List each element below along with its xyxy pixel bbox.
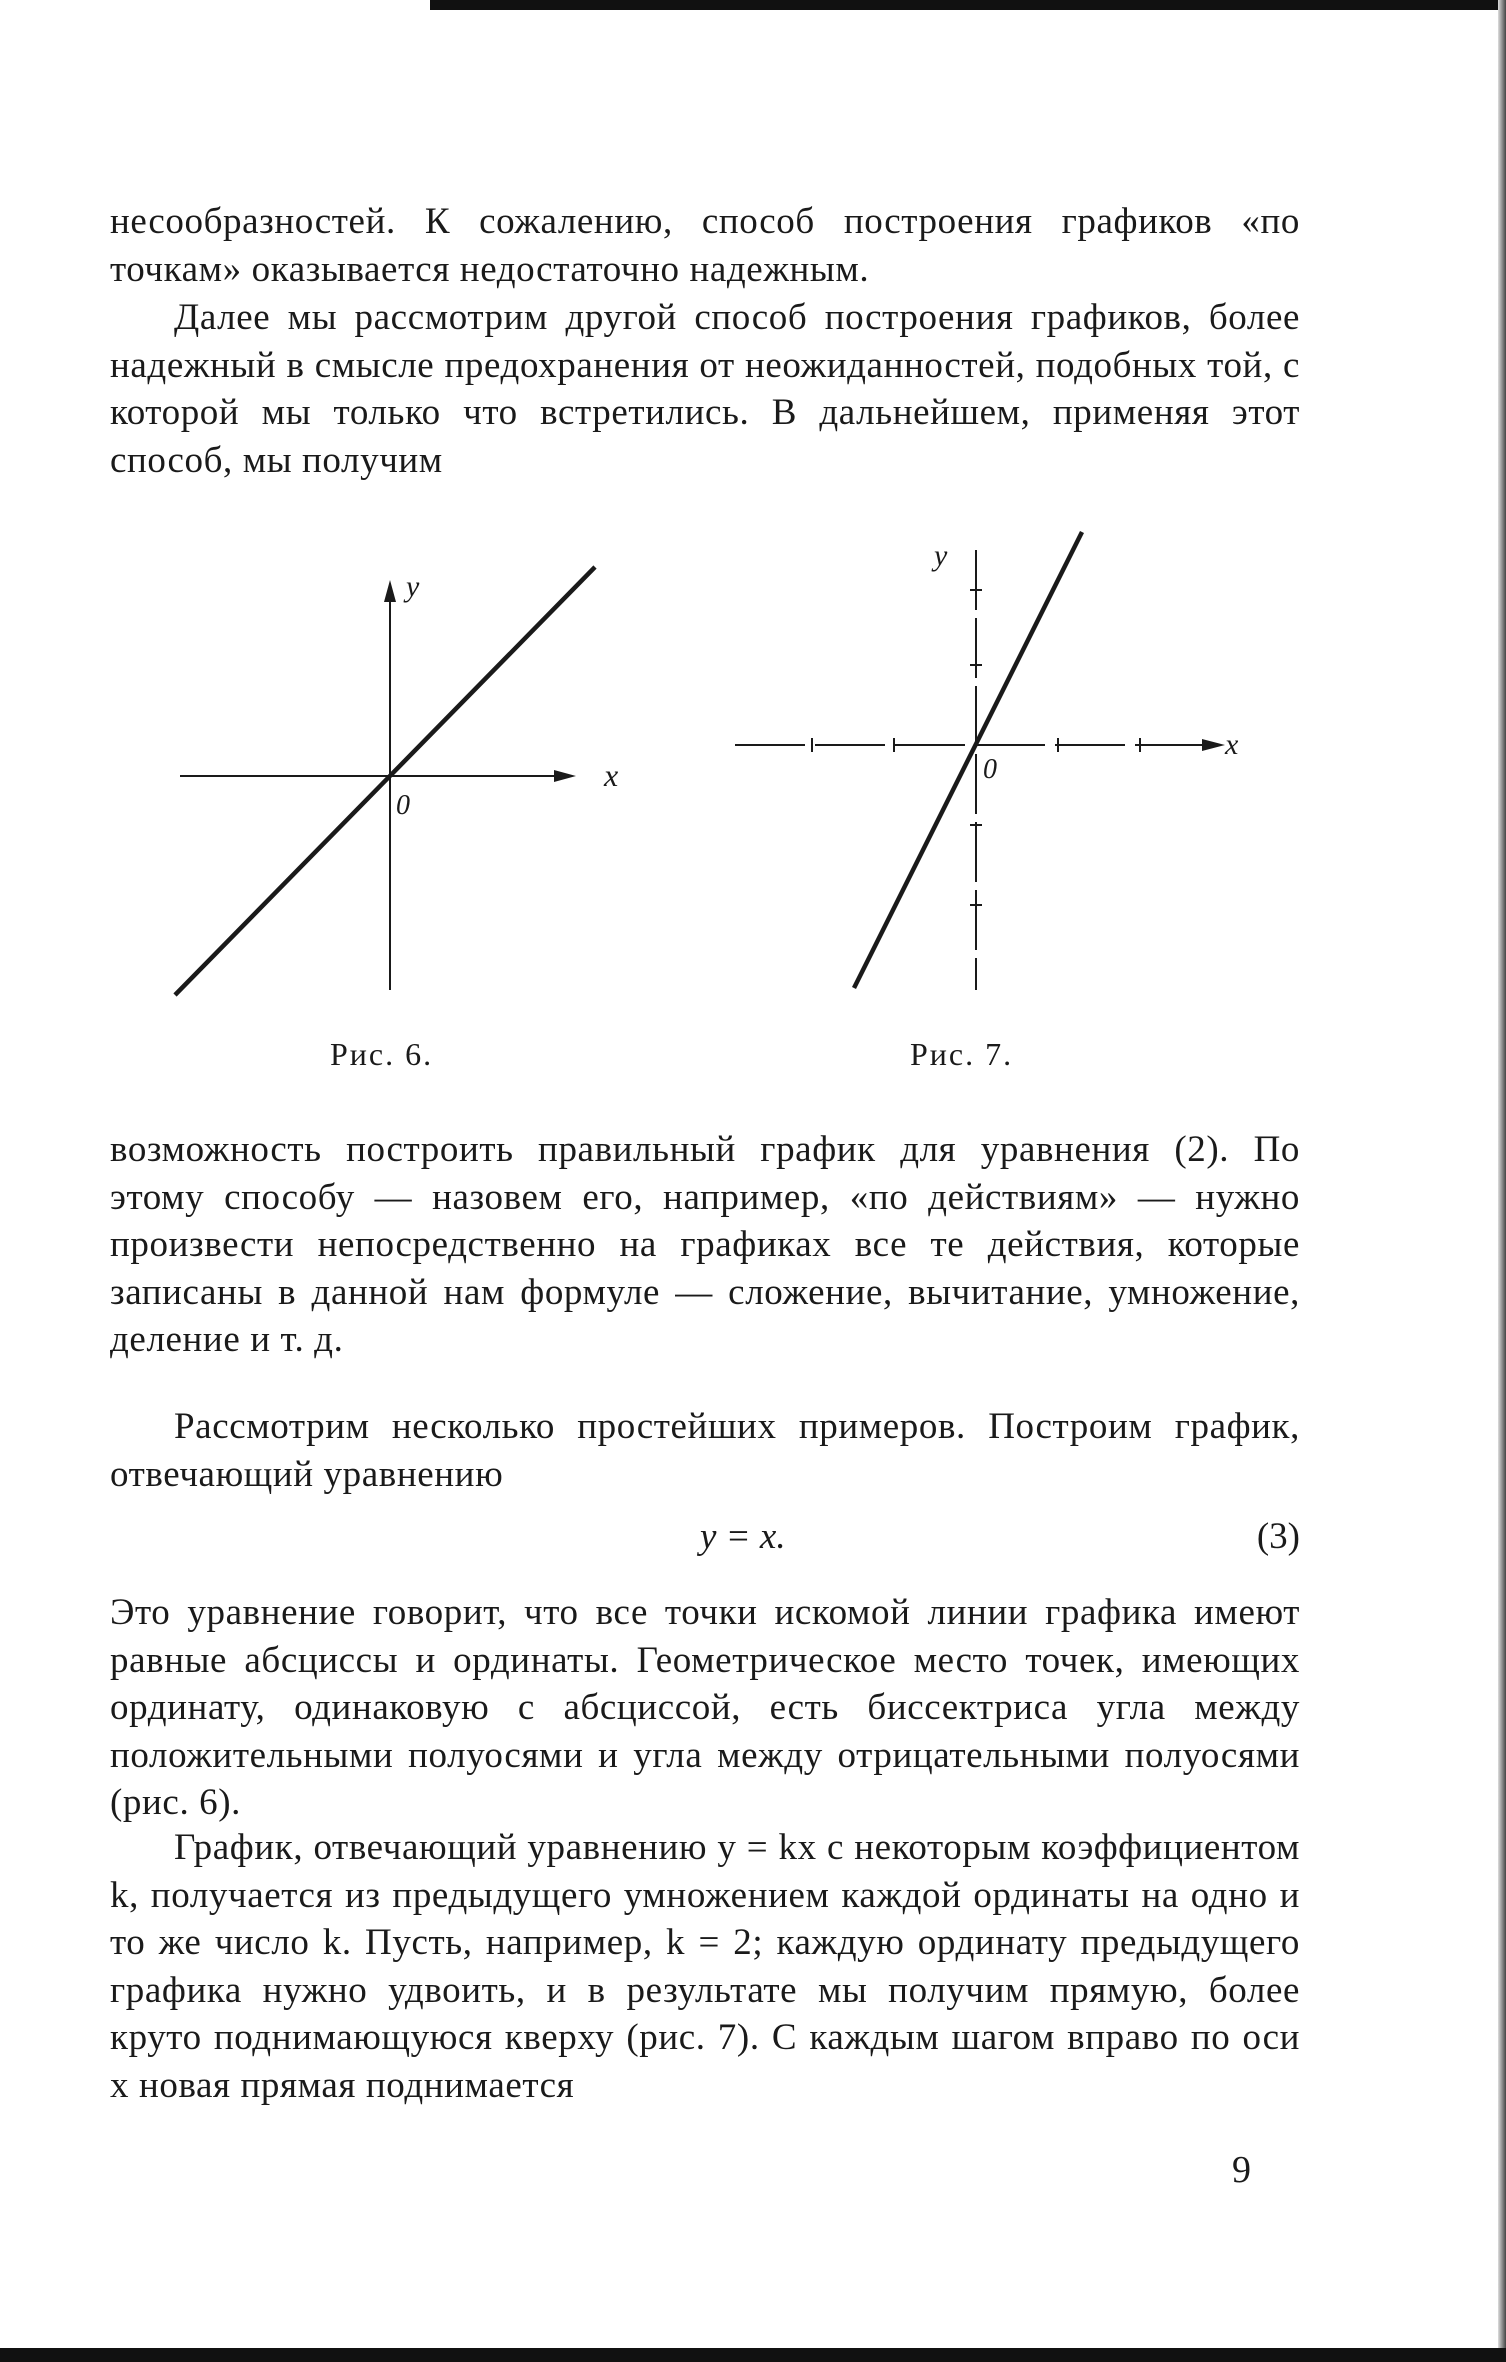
figure-7-caption: Рис. 7. [910, 1036, 1014, 1072]
fig7-x-arrow [1202, 739, 1225, 751]
figure-6-caption: Рис. 6. [330, 1036, 434, 1072]
equation-line [110, 1515, 1300, 1565]
paragraph-3: возможность построить правильный график для уравнения (2). По этому способу — назовем его, например, «по действиям» — нужно произвести непосредственно на графиках все те действия, которые записаны в данной нам формуле — сложение, вычитание, умножение, деление и т. д. [110, 1129, 1300, 1360]
fig7-x-label: x [1225, 728, 1239, 761]
paragraph-6: График, отвечающий уравнению y = kx с некоторым коэффициентом k, получается из предыдущего умножением каждой ординаты на одно и то же число k. Пусть, например, k = 2; каждую ординату предыдущего графика нужно удвоить, и в результате мы получим прямую, более круто поднимающуюся кверху (рис. 7). С каждым шагом вправо по оси x новая прямая поднимается [110, 1827, 1300, 2106]
figure-6-graph [160, 540, 660, 1020]
fig6-x-arrow [554, 770, 576, 782]
fig6-line-y-equals-x [175, 567, 595, 995]
equation-body: y = x. [700, 1516, 786, 1557]
scan-edge-right [1498, 0, 1506, 2362]
page-number: 9 [1232, 2149, 1251, 2191]
figure-6 [160, 540, 660, 1020]
figure-7-graph [720, 520, 1280, 1010]
fig6-y-label: y [406, 570, 420, 603]
figure-7 [720, 520, 1280, 1010]
fig7-origin-label: 0 [983, 754, 997, 785]
scan-edge-bottom [0, 2348, 1506, 2362]
equation-number: (3) [1256, 1516, 1300, 1557]
paragraph-1: несообразностей. К сожалению, способ построения графиков «по точкам» оказывается недостаточно надежным. [110, 201, 1300, 290]
fig6-origin-label: 0 [396, 790, 410, 821]
fig6-y-arrow [384, 580, 396, 602]
fig7-line-y-equals-2x [854, 532, 1082, 988]
fig6-x-label: x [604, 757, 619, 793]
scan-edge-top [430, 0, 1506, 10]
paragraph-2: Далее мы рассмотрим другой способ построения графиков, более надежный в смысле предохранения от неожиданностей, подобных той, с которой мы только что встретились. В дальнейшем, применяя этот способ, мы получим [110, 297, 1300, 481]
paragraph-4: Рассмотрим несколько простейших примеров. Построим график, отвечающий уравнению [110, 1406, 1300, 1495]
fig7-y-label: y [934, 539, 948, 572]
paragraph-5: Это уравнение говорит, что все точки искомой линии графика имеют равные абсциссы и ординаты. Геометрическое место точек, имеющих ординату, одинаковую с абсциссой, есть биссектриса угла между положительными полуосями и угла между отрицательными полуосями (рис. 6). [110, 1592, 1300, 1823]
